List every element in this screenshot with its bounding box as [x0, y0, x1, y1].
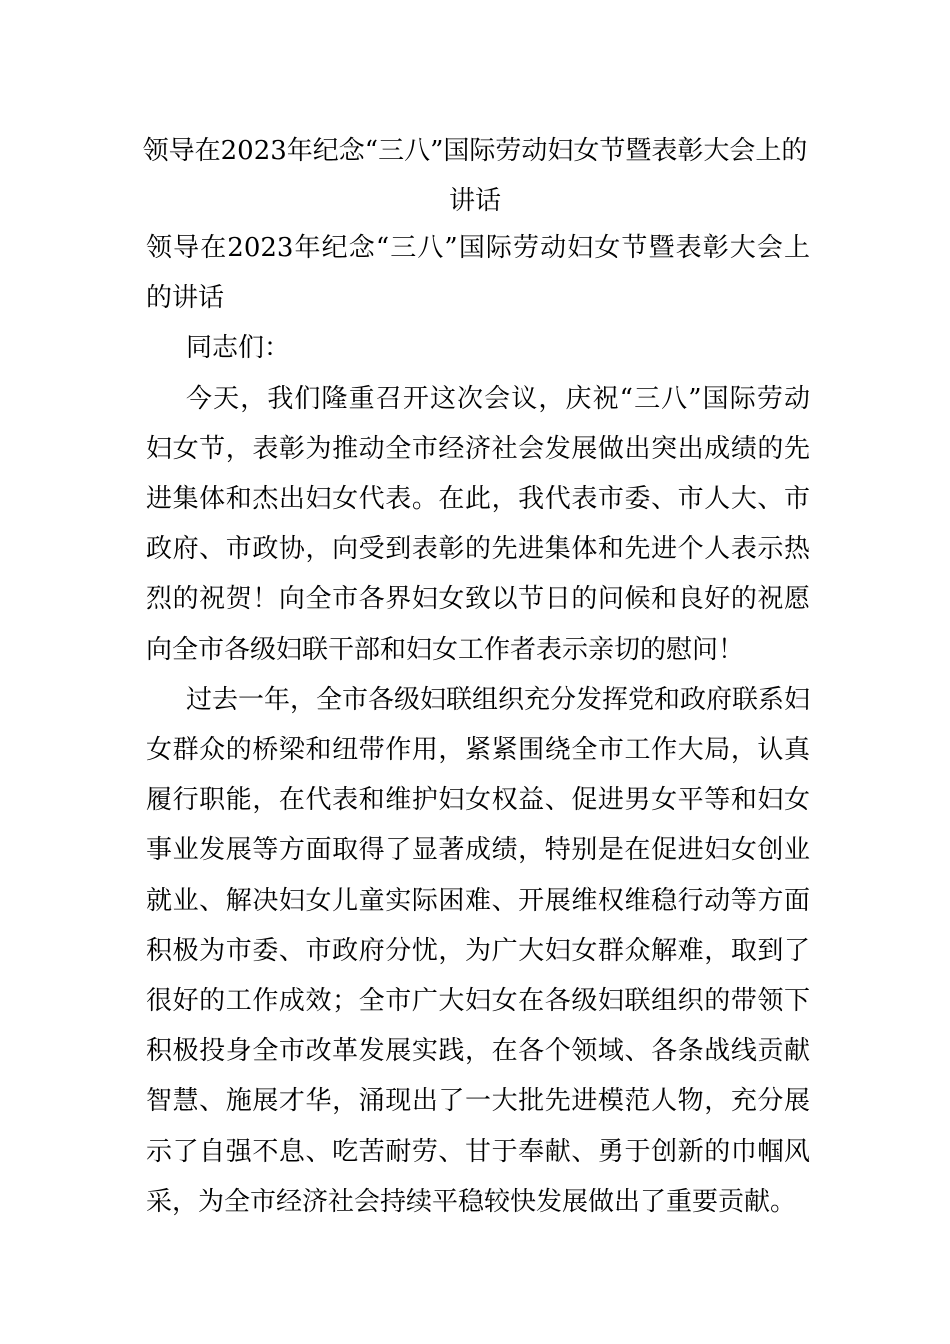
- salutation: 同志们：: [186, 333, 291, 364]
- document-body: [146, 223, 810, 1227]
- document-title: 领导在2023年纪念“三八”国际劳动妇女节暨表彰大会上的讲话: [142, 136, 808, 216]
- paragraph: 过去一年，全市各级妇联组织充分发挥党和政府联系妇女群众的桥梁和纽带作用，紧紧围绕全市工作大局，认真履行职能，在代表和维护妇女权益、促进男女平等和妇女事业发展等方面取得了显著成绩，特别是在促进妇女创业就业、解决妇女儿童实际困难、开展维权维稳行动等方面积极为市委、市政府分忧，为广大妇女群众解难，取到了很好的工作成效；全市广大妇女在各级妇联组织的带领下积极投身全市改革发展实践，在各个领域、各条战线贡献智慧、施展才华，涌现出了一大批先进模范人物，充分展示了自强不息、吃苦耐劳、甘于奉献、勇于创新的巾帼风采，为全市经济社会持续平稳较快发展做出了重要贡献。: [146, 684, 811, 1217]
- document-subtitle: 领导在2023年纪念“三八”国际劳动妇女节暨表彰大会上的讲话: [146, 233, 810, 314]
- paragraph: 今天，我们隆重召开这次会议，庆祝“三八”国际劳动妇女节，表彰为推动全市经济社会发展做出突出成绩的先进集体和杰出妇女代表。在此，我代表市委、市人大、市政府、市政协，向受到表彰的先进集体和先进个人表示热烈的祝贺！向全市各界妇女致以节日的问候和良好的祝愿向全市各级妇联干部和妇女工作者表示亲切的慰问！: [146, 383, 810, 665]
